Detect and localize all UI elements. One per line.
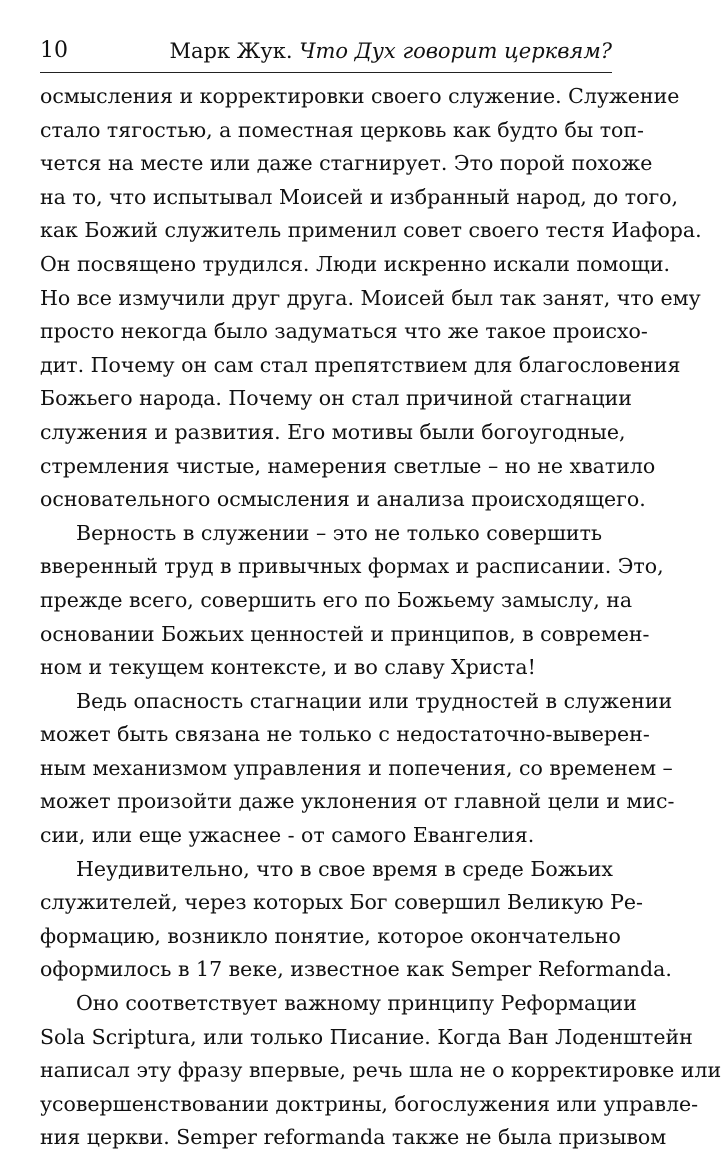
- text-line: усовершенствовании доктрины, богослужения или управле-: [40, 1091, 699, 1116]
- text-line: оформилось в 17 веке, известное как Semper Reformanda.: [40, 957, 672, 982]
- author-name: Марк Жук.: [169, 39, 293, 63]
- text-line: написал эту фразу впервые, речь шла не о корректировке или: [40, 1058, 721, 1083]
- text-line: дит. Почему он сам стал препятствием для благословения: [40, 352, 681, 377]
- paragraph: [40, 853, 672, 987]
- paragraph: [40, 517, 664, 685]
- text-line: Божьего народа. Почему он стал причиной стагнации: [40, 386, 632, 411]
- body-text: [40, 80, 721, 1155]
- text-line: Оно соответствует важному принципу Реформации: [76, 991, 637, 1016]
- text-line: вверенный труд в привычных формах и расписании. Это,: [40, 554, 664, 579]
- text-line: сии, или еще ужаснее - от самого Евангелия.: [40, 823, 535, 848]
- text-line: может быть связана не только с недостаточно-выверен-: [40, 722, 650, 747]
- text-line: просто некогда было задуматься что же такое происхо-: [40, 319, 648, 344]
- text-line: ния церкви. Semper reformanda также не была призывом: [40, 1125, 667, 1150]
- page-header: [40, 36, 612, 72]
- text-line: Верность в служении – это не только совершить: [76, 520, 603, 545]
- paragraph: [40, 685, 675, 853]
- text-line: Но все измучили друг друга. Моисей был так занят, что ему: [40, 285, 701, 310]
- header-rule: [40, 72, 612, 73]
- text-line: Ведь опасность стагнации или трудностей в служении: [76, 688, 673, 713]
- text-line: основательного осмысления и анализа происходящего.: [40, 487, 646, 512]
- text-line: чется на месте или даже стагнирует. Это порой похоже: [40, 151, 653, 176]
- text-line: как Божий служитель применил совет своего тестя Иафора.: [40, 218, 702, 243]
- text-line: служения и развития. Его мотивы были богоугодные,: [40, 419, 626, 444]
- text-line: Sola Scriptura, или только Писание. Когда Ван Лоденштейн: [40, 1024, 693, 1049]
- text-line: Неудивительно, что в свое время в среде Божьих: [76, 856, 613, 881]
- text-line: стало тягостью, а поместная церковь как будто бы топ-: [40, 117, 644, 142]
- text-line: может произойти даже уклонения от главной цели и мис-: [40, 789, 675, 814]
- text-line: служителей, через которых Бог совершил Великую Ре-: [40, 890, 643, 915]
- text-line: осмысления и корректировки своего служение. Служение: [40, 84, 680, 108]
- text-line: ным механизмом управления и попечения, со временем –: [40, 755, 673, 780]
- running-head: [170, 36, 613, 66]
- text-line: формацию, возникло понятие, которое окончательно: [40, 923, 621, 948]
- text-line: на то, что испытывал Моисей и избранный народ, до того,: [40, 184, 679, 209]
- text-line: ном и текущем контексте, и во славу Христа!: [40, 655, 536, 680]
- paragraph: [40, 987, 721, 1155]
- paragraph: [40, 80, 702, 517]
- book-title: Что Дух говорит церквям?: [299, 39, 612, 63]
- page-number: 10: [40, 38, 68, 63]
- text-line: прежде всего, совершить его по Божьему замыслу, на: [40, 587, 633, 612]
- text-line: Он посвящено трудился. Люди искренно искали помощи.: [40, 251, 671, 276]
- text-line: стремления чистые, намерения светлые – но не хватило: [40, 453, 656, 478]
- text-line: основании Божьих ценностей и принципов, в современ-: [40, 621, 650, 646]
